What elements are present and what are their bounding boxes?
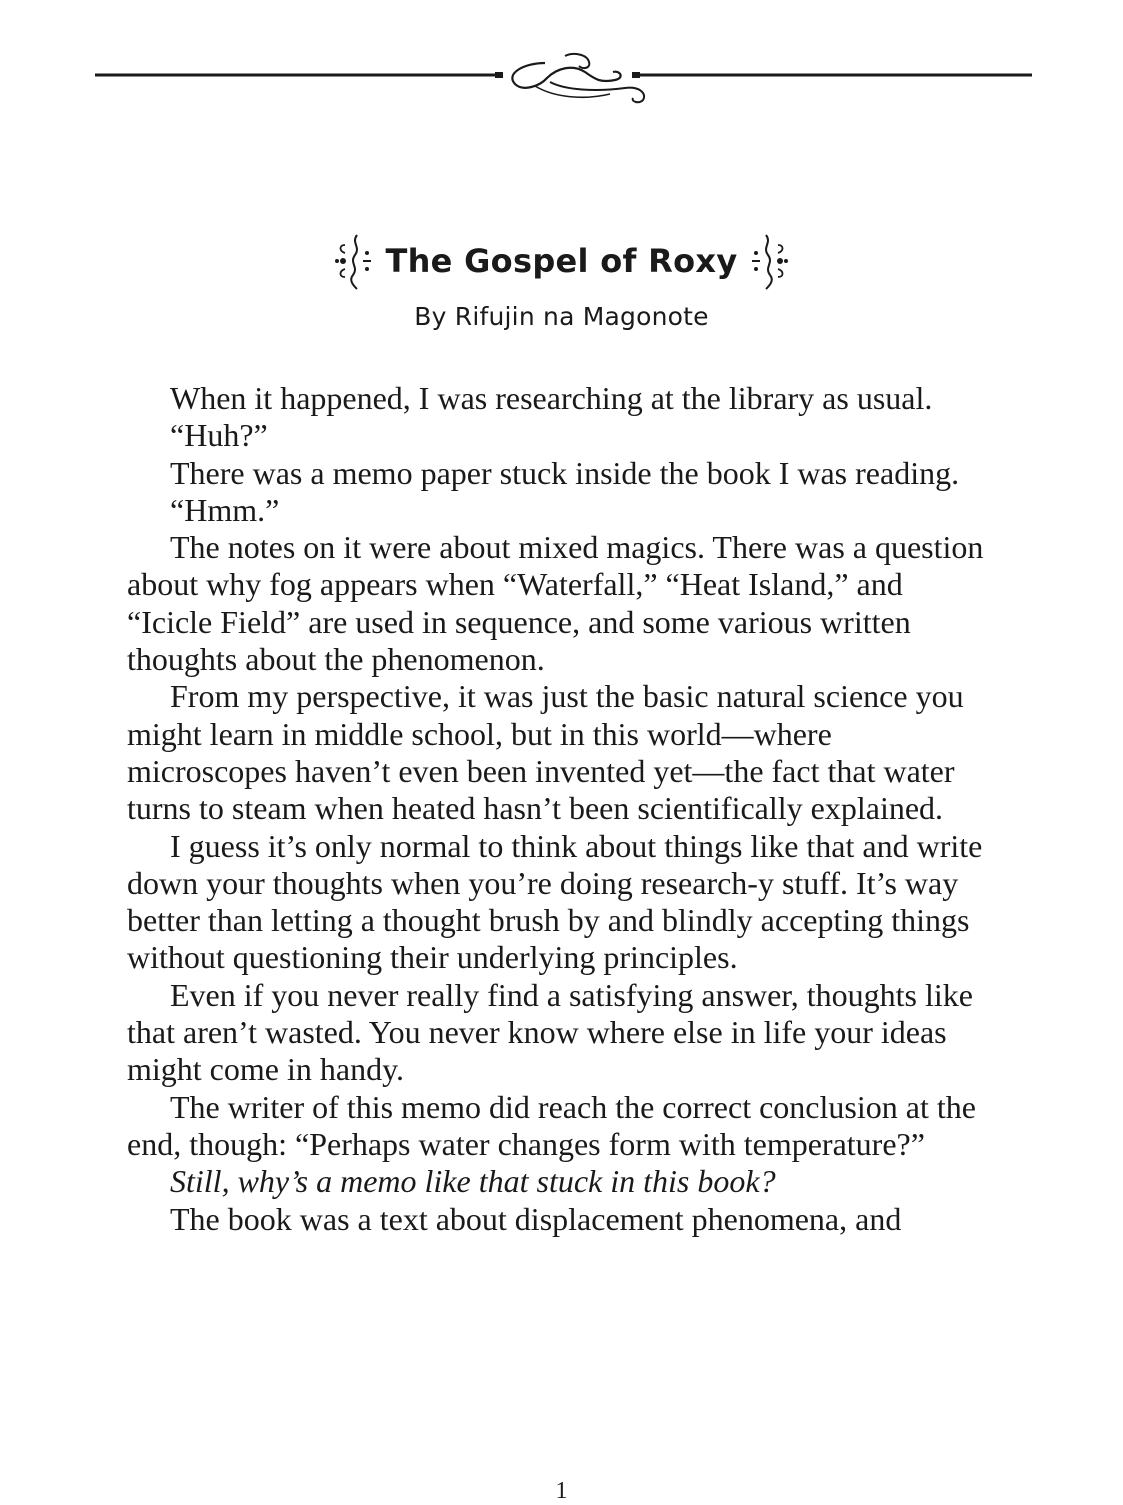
paragraph: I guess it’s only normal to think about things like that and write down your thoughts when you’re doing research-y stuff. It’s way better than letting a thought brush by and blindly accepting things without questioning their underlying principles. [127, 827, 983, 976]
floral-flourish-icon [333, 231, 375, 291]
paragraph: From my perspective, it was just the basic natural science you might learn in middle school, but in this world—where microscopes haven’t even been invented yet—the fact that water turns to steam when heated hasn’t been scientifically explained. [127, 678, 964, 827]
page-number: 1 [555, 1478, 568, 1504]
floral-flourish-icon [748, 231, 790, 291]
paragraph: The writer of this memo did reach the correct conclusion at the end, though: “Perhaps water changes form with temperature?” [127, 1088, 976, 1162]
paragraph: The notes on it were about mixed magics. There was a question about why fog appears when “Waterfall,” “Heat Island,” and “Icicle Field” are used in sequence, and some various written thoughts about the phenomenon. [127, 529, 984, 678]
chapter-heading [0, 228, 1123, 331]
paragraph: “Hmm.” [170, 491, 280, 528]
paragraph: When it happened, I was researching at the library as usual. [170, 380, 933, 416]
page-title: The Gospel of Roxy [385, 242, 738, 280]
body-text [127, 380, 987, 1238]
author-byline: By Rifujin na Magonote [414, 302, 709, 331]
paragraph: There was a memo paper stuck inside the book I was reading. [170, 454, 960, 491]
swirl-divider-icon [95, 48, 1032, 108]
paragraph: The book was a text about displacement phenomena, and [170, 1200, 902, 1237]
italic-thought: Still, why’s a memo like that stuck in this book? [170, 1163, 776, 1200]
paragraph: “Huh?” [170, 417, 268, 454]
title-row [0, 228, 1123, 294]
paragraph: Even if you never really find a satisfying answer, thoughts like that aren’t wasted. You never know where else in life your ideas might come in handy. [127, 976, 973, 1088]
